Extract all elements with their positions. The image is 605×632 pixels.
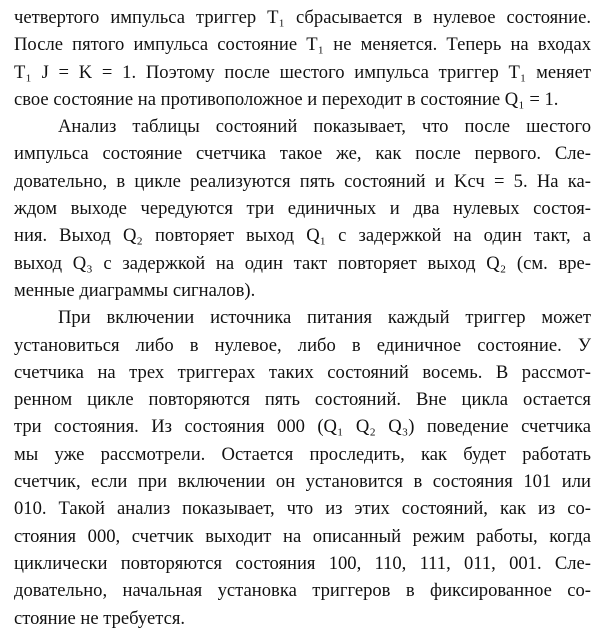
- text-line: счетчика на трех триггерах таких состояний восемь. В рассмот-: [14, 361, 591, 383]
- text-line: три состояния. Из состояния 000 (Q₁ Q₂ Q₃) поведение счетчика: [14, 416, 591, 438]
- text-line: При включении источника питания каждый триггер может: [58, 307, 591, 329]
- text-line: свое состояние на противоположное и переходит в состояние Q₁ = 1.: [14, 88, 559, 110]
- text-line: ждом выходе чередуются три единичных и два нулевых состоя-: [14, 198, 591, 220]
- text-line: T₁ J = K = 1. Поэтому после шестого импульса триггер T₁ меняет: [14, 61, 591, 83]
- text-line: довательно, в цикле реализуются пять состояний и Kсч = 5. На ка-: [14, 170, 591, 192]
- text-line: менные диаграммы сигналов).: [14, 279, 256, 301]
- text-line: выход Q₃ с задержкой на один такт повторяет выход Q₂ (см. вре-: [14, 252, 591, 274]
- paragraph-2: [14, 113, 591, 304]
- text-line: четвертого импульса триггер T₁ сбрасывается в нулевое состояние.: [14, 7, 591, 28]
- text-line: 010. Такой анализ показывает, что из этих состояний, как из со-: [14, 498, 591, 520]
- text-line: После пятого импульса состояние T₁ не меняется. Теперь на входах: [14, 34, 591, 56]
- paragraph-3: [14, 304, 591, 632]
- text-line: стояние не требуется.: [14, 607, 186, 629]
- text-line: импульса состояние счетчика такое же, как после первого. Сле-: [14, 143, 591, 165]
- text-line: ренном цикле повторяются пять состояний. Вне цикла остается: [14, 389, 591, 411]
- text-line: довательно, начальная установка триггеров в фиксированное со-: [14, 580, 591, 602]
- text-line: Анализ таблицы состояний показывает, что после шестого: [58, 116, 591, 138]
- text-line: установиться либо в нулевое, либо в единичное состояние. У: [14, 334, 591, 356]
- paragraph-1: [14, 4, 591, 113]
- text-line: мы уже рассмотрели. Остается проследить, как будет работать: [14, 443, 591, 465]
- text-line: циклически повторяются состояния 100, 110, 111, 011, 001. Сле-: [14, 552, 591, 574]
- text-line: стояния 000, счетчик выходит на описанный режим работы, когда: [14, 525, 591, 547]
- text-line: ния. Выход Q₂ повторяет выход Q₁ с задержкой на один такт, а: [14, 225, 591, 247]
- text-line: счетчик, если при включении он установится в состояния 101 или: [14, 471, 591, 493]
